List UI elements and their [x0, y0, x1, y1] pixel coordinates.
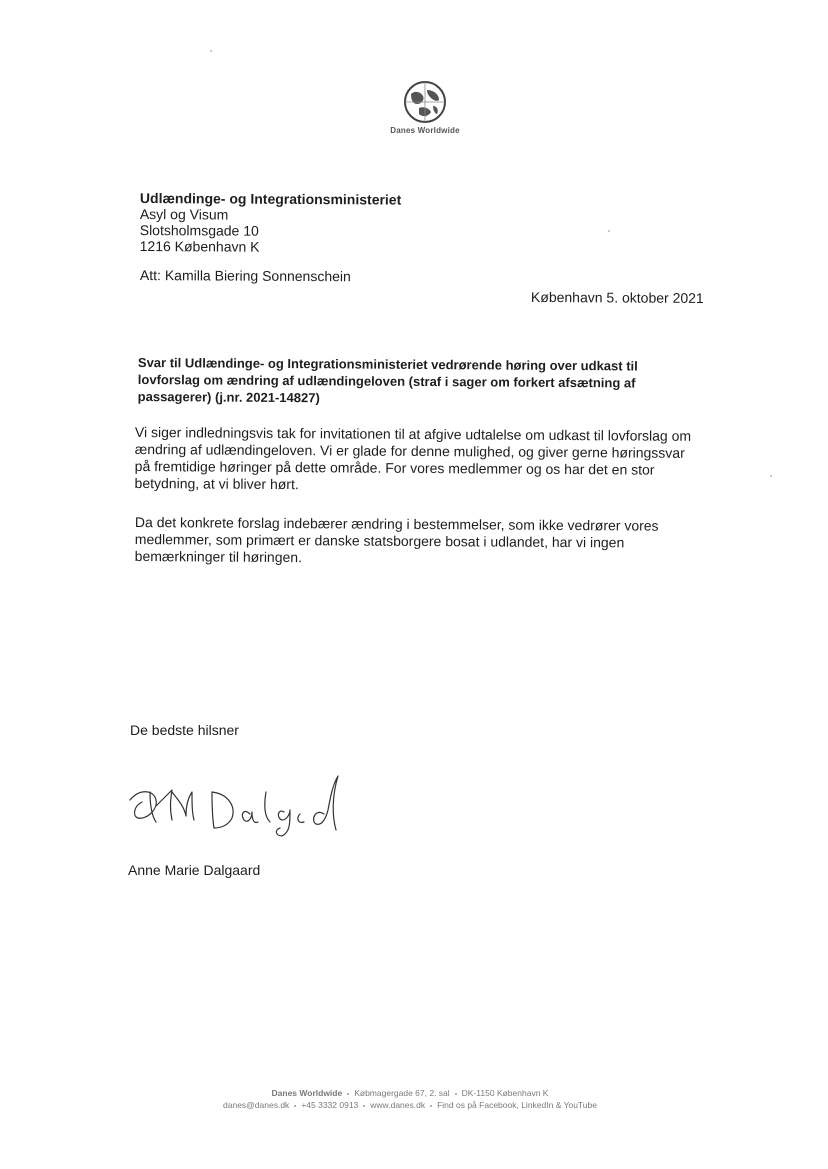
body-paragraph-2: Da det konkrete forslag indebærer ændring i bestemmelser, som ikke vedrører vores medlemmer, som primært er danske statsborgere bosat i udlandet, har vi ingen bemærkninger til høringen.: [134, 514, 659, 566]
separator-dot: [430, 1105, 432, 1107]
globe-icon: [403, 80, 447, 124]
letter-footer: [170, 1087, 650, 1111]
subject-heading: Svar til Udlændinge- og Integrationsministeriet vedrørende høring over udkast til lovforslag om ændring af udlændingeloven (straf i sager om forkert afsætning af passagerer) (j.nr. 2021-14827): [137, 354, 638, 406]
signer-name: Anne Marie Dalgaard: [128, 862, 261, 878]
date-line: København 5. oktober 2021: [531, 288, 704, 306]
separator-dot: [363, 1105, 365, 1107]
closing-salutation: De bedste hilsner: [130, 722, 239, 738]
logo: [380, 80, 470, 135]
footer-website: www.danes.dk: [370, 1100, 426, 1110]
footer-contact-line: [170, 1099, 650, 1111]
separator-dot: [294, 1105, 296, 1107]
recipient-org: Udlændinge- og Integrationsministeriet: [139, 190, 402, 208]
recipient-address: [140, 190, 402, 256]
footer-street: Købmagergade 67, 2. sal: [354, 1088, 450, 1098]
footer-social: Find os på Facebook, LinkedIn & YouTube: [437, 1100, 597, 1110]
logo-wordmark: Danes Worldwide: [390, 126, 460, 135]
footer-city: DK-1150 København K: [461, 1088, 549, 1098]
scan-speck: [210, 50, 212, 52]
separator-dot: [455, 1093, 457, 1095]
scan-speck: [608, 230, 610, 232]
footer-phone: +45 3332 0913: [301, 1100, 359, 1110]
recipient-line: 1216 København K: [139, 237, 260, 255]
recipient-line: Slotsholmsgade 10: [139, 221, 259, 239]
footer-org: Danes Worldwide: [271, 1088, 343, 1098]
separator-dot: [347, 1093, 349, 1095]
attention-line: Att: Kamilla Biering Sonnenschein: [139, 267, 351, 285]
signature: [120, 770, 360, 840]
footer-email: danes@danes.dk: [223, 1100, 290, 1110]
footer-address-line: [170, 1087, 650, 1099]
scan-speck: [770, 475, 772, 477]
body-paragraph-1: Vi siger indledningsvis tak for invitationen til at afgive udtalelse om udkast til lovforslag om ændring af udlændingeloven. Vi er glade for denne mulighed, og giver gerne høringssvar på fremtidige høringer på dette område. For vores medlemmer og os har det en stor betydning, at vi bliver hørt.: [134, 424, 692, 493]
recipient-line: Asyl og Visum: [139, 205, 229, 223]
